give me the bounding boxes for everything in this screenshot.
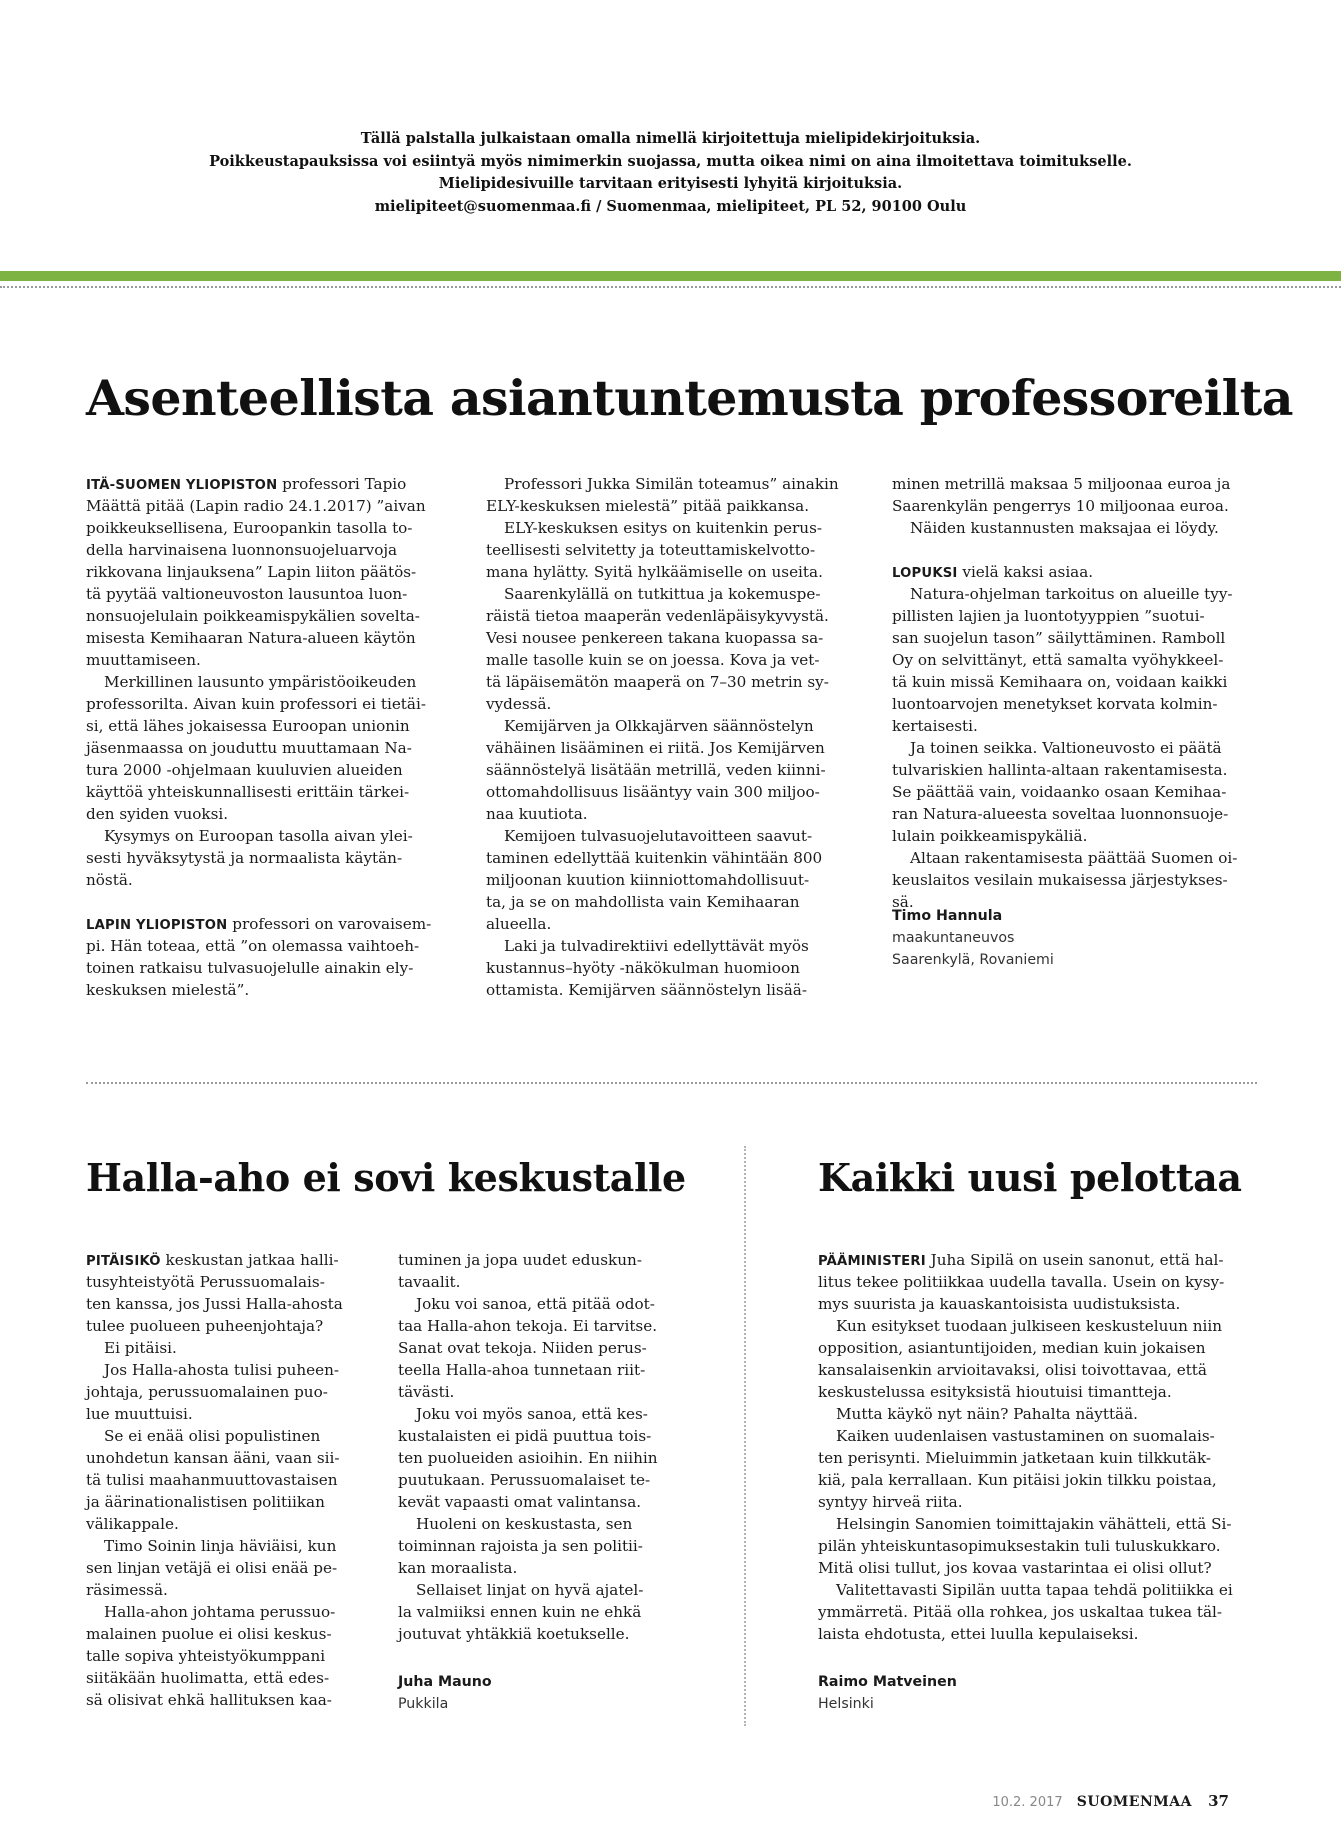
line-text: sä olisivat ehkä hallituksen kaa-	[86, 1691, 332, 1709]
text-line	[398, 1293, 668, 1315]
line-text: vydessä.	[486, 695, 552, 713]
line-text: puutukaan. Perussuomalaiset te-	[398, 1471, 651, 1489]
text-line	[86, 1425, 356, 1447]
text-line	[86, 869, 466, 891]
line-text: kan moraalista.	[398, 1559, 518, 1577]
line-text: tulee puolueen puheenjohtaja?	[86, 1317, 324, 1335]
line-text: keuslaitos vesilain mukaisessa järjestykses-	[892, 871, 1228, 889]
text-line	[892, 583, 1272, 605]
line-text: ELY-keskuksen mielestä” pitää paikkansa.	[486, 497, 810, 515]
line-text: syntyy hirveä riita.	[818, 1493, 963, 1511]
line-text: den syiden vuoksi.	[86, 805, 229, 823]
line-text: Kysymys on Euroopan tasolla aivan ylei-	[104, 827, 413, 845]
text-line	[818, 1579, 1258, 1601]
line-text: joutuvat yhtäkkiä koetukselle.	[398, 1625, 630, 1643]
line-text: nonsuojelulain poikkeamispykälien sovelta-	[86, 607, 420, 625]
text-line	[86, 517, 466, 539]
line-text: Kemijärven ja Olkkajärven säännöstelyn	[504, 717, 814, 735]
line-text: vielä kaksi asiaa.	[957, 563, 1094, 581]
text-line	[486, 473, 866, 495]
text-line	[86, 715, 466, 737]
author-title: maakuntaneuvos	[892, 930, 1015, 946]
article-headline: Kaikki uusi pelottaa	[818, 1155, 1242, 1200]
text-line	[486, 979, 866, 1001]
text-line	[892, 671, 1272, 693]
text-line	[86, 1359, 356, 1381]
line-text: Ja toinen seikka. Valtioneuvosto ei päätä	[910, 739, 1222, 757]
line-text: keskustan jatkaa halli-	[160, 1251, 339, 1269]
line-text: ottomahdollisuus lisääntyy vain 300 miljoo-	[486, 783, 820, 801]
line-text: alueella.	[486, 915, 552, 933]
article-column	[398, 1249, 668, 1645]
line-text: säännöstelyä lisätään metrillä, veden kiinni-	[486, 761, 826, 779]
text-line	[486, 671, 866, 693]
text-line	[892, 781, 1272, 803]
text-line	[86, 1271, 356, 1293]
line-text: taminen edellyttää kuitenkin vähintään 800	[486, 849, 823, 867]
line-text: luontoarvojen menetykset korvata kolmin-	[892, 695, 1218, 713]
line-text: Altaan rakentamisesta päättää Suomen oi-	[910, 849, 1238, 867]
text-line	[892, 803, 1272, 825]
text-line	[818, 1315, 1258, 1337]
line-text: sesti hyväksytystä ja normaalista käytän-	[86, 849, 403, 867]
text-line	[398, 1337, 668, 1359]
line-text: ja äärinationalistisen politiikan	[86, 1493, 325, 1511]
text-line	[398, 1359, 668, 1381]
line-text: Joku voi myös sanoa, että kes-	[416, 1405, 648, 1423]
line-text: tusyhteistyötä Perussuomalais-	[86, 1273, 325, 1291]
line-text: käyttöä yhteiskunnallisesti erittäin tärkei-	[86, 783, 410, 801]
paragraph-gap	[86, 891, 466, 913]
text-line	[86, 1469, 356, 1491]
text-line	[486, 539, 866, 561]
lead-in: LOPUKSI	[892, 566, 958, 581]
article-column	[86, 473, 466, 1001]
text-line	[818, 1601, 1258, 1623]
intro-line: Poikkeustapauksissa voi esiintyä myös nimimerkin suojassa, mutta oikea nimi on aina ilmoitettava toimitukselle.	[209, 152, 1132, 170]
article-headline: Asenteellista asiantuntemusta professoreilta	[86, 369, 1293, 427]
line-text: ottamista. Kemijärven säännöstelyn lisää-	[486, 981, 807, 999]
text-line	[892, 517, 1272, 539]
dotted-divider	[0, 286, 1341, 288]
line-text: minen metrillä maksaa 5 miljoonaa euroa ja	[892, 475, 1231, 493]
line-text: Mutta käykö nyt näin? Pahalta näyttää.	[836, 1405, 1138, 1423]
text-line	[86, 957, 466, 979]
text-line	[86, 1491, 356, 1513]
text-line	[818, 1469, 1258, 1491]
line-text: poikkeuksellisena, Euroopankin tasolla to-	[86, 519, 413, 537]
text-line	[86, 913, 466, 935]
line-text: si, että lähes jokaisessa Euroopan unionin	[86, 717, 410, 735]
text-line	[86, 935, 466, 957]
intro-line: Mielipidesivuille tarvitaan erityisesti lyhyitä kirjoituksia.	[438, 175, 903, 192]
line-text: toinen ratkaisu tulvasuojelulle ainakin ely-	[86, 959, 414, 977]
line-text: ELY-keskuksen esitys on kuitenkin perus-	[504, 519, 823, 537]
line-text: pi. Hän toteaa, että ”on olemassa vaihtoeh-	[86, 937, 420, 955]
line-text: unohdetun kansan ääni, vaan sii-	[86, 1449, 340, 1467]
line-text: ten kanssa, jos Jussi Halla-ahosta	[86, 1295, 343, 1313]
line-text: tulvariskien hallinta-altaan rakentamisesta.	[892, 761, 1228, 779]
text-line	[486, 605, 866, 627]
text-line	[86, 1689, 356, 1711]
text-line	[892, 495, 1272, 517]
text-line	[486, 913, 866, 935]
line-text: Kaiken uudenlaisen vastustaminen on suomalais-	[836, 1427, 1215, 1445]
line-text: tavaalit.	[398, 1273, 461, 1291]
text-line	[892, 627, 1272, 649]
text-line	[486, 935, 866, 957]
line-text: kansalaisenkin arvioitavaksi, olisi toivottavaa, että	[818, 1361, 1207, 1379]
text-line	[486, 583, 866, 605]
signature	[818, 1671, 957, 1715]
line-text: Vesi nousee penkereen takana kuopassa sa-	[486, 629, 824, 647]
author-name: Raimo Matveinen	[818, 1674, 957, 1690]
line-text: malle tasolle kuin se on joessa. Kova ja vet-	[486, 651, 820, 669]
line-text: misesta Kemihaaran Natura-alueen käytön	[86, 629, 416, 647]
text-line	[86, 1337, 356, 1359]
text-line	[892, 649, 1272, 671]
text-line	[86, 1623, 356, 1645]
text-line	[86, 1447, 356, 1469]
text-line	[86, 1557, 356, 1579]
text-line	[892, 847, 1272, 869]
line-text: tura 2000 -ohjelmaan kuuluvien alueiden	[86, 761, 403, 779]
text-line	[86, 561, 466, 583]
line-text: nöstä.	[86, 871, 133, 889]
author-location: Pukkila	[398, 1696, 449, 1712]
line-text: lue muuttuisi.	[86, 1405, 193, 1423]
line-text: Natura-ohjelman tarkoitus on alueille tyy-	[910, 585, 1233, 603]
text-line	[86, 693, 466, 715]
text-line	[486, 825, 866, 847]
text-line	[892, 561, 1272, 583]
line-text: taa Halla-ahon tekoja. Ei tarvitse.	[398, 1317, 658, 1335]
line-text: tä tulisi maahanmuuttovastaisen	[86, 1471, 338, 1489]
dotted-divider	[86, 1082, 1257, 1084]
line-text: lulain poikkeamispykäliä.	[892, 827, 1088, 845]
text-line	[86, 759, 466, 781]
line-text: la valmiiksi ennen kuin ne ehkä	[398, 1603, 642, 1621]
line-text: välikappale.	[86, 1515, 179, 1533]
text-line	[86, 1249, 356, 1271]
text-line	[892, 825, 1272, 847]
text-line	[86, 1601, 356, 1623]
text-line	[86, 583, 466, 605]
text-line	[486, 561, 866, 583]
line-text: san suojelun tason” säilyttäminen. Ramboll	[892, 629, 1226, 647]
line-text: siitäkään huolimatta, että edes-	[86, 1669, 330, 1687]
line-text: Kemijoen tulvasuojelutavoitteen saavut-	[504, 827, 813, 845]
line-text: naa kuutiota.	[486, 805, 588, 823]
line-text: Juha Sipilä on usein sanonut, että hal-	[925, 1251, 1224, 1269]
text-line	[398, 1491, 668, 1513]
line-text: Huoleni on keskustasta, sen	[416, 1515, 633, 1533]
text-line	[86, 737, 466, 759]
text-line	[818, 1623, 1258, 1645]
text-line	[398, 1579, 668, 1601]
line-text: ten perisynti. Mieluimmin jatketaan kuin tilkkutäk-	[818, 1449, 1212, 1467]
text-line	[486, 759, 866, 781]
article-column	[818, 1249, 1258, 1645]
line-text: keskuksen mielestä”.	[86, 981, 250, 999]
text-line	[892, 869, 1272, 891]
author-location: Helsinki	[818, 1696, 874, 1712]
line-text: malainen puolue ei olisi keskus-	[86, 1625, 332, 1643]
line-text: pilän yhteiskuntasopimuksestakin tuli tuluskukkaro.	[818, 1537, 1221, 1555]
article-column	[86, 1249, 356, 1711]
line-text: räsimessä.	[86, 1581, 168, 1599]
text-line	[486, 847, 866, 869]
text-line	[486, 649, 866, 671]
line-text: kustannus–hyöty -näkökulman huomioon	[486, 959, 800, 977]
text-line	[86, 1667, 356, 1689]
text-line	[486, 715, 866, 737]
line-text: teella Halla-ahoa tunnetaan riit-	[398, 1361, 646, 1379]
line-text: Jos Halla-ahosta tulisi puheen-	[104, 1361, 340, 1379]
lead-in: PITÄISIKÖ	[86, 1254, 161, 1269]
line-text: sä.	[892, 893, 914, 911]
text-line	[398, 1249, 668, 1271]
line-text: professori Tapio	[277, 475, 407, 493]
line-text: Saarenkylän pengerrys 10 miljoonaa euroa.	[892, 497, 1229, 515]
text-line	[86, 847, 466, 869]
lead-in: ITÄ-SUOMEN YLIOPISTON	[86, 478, 278, 493]
line-text: tä pyytää valtioneuvoston lausuntoa luon-	[86, 585, 408, 603]
line-text: tävästi.	[398, 1383, 455, 1401]
line-text: professorilta. Aivan kuin professori ei tietäi-	[86, 695, 426, 713]
line-text: sen linjan vetäjä ei olisi enää pe-	[86, 1559, 338, 1577]
line-text: ymmärretä. Pitää olla rohkea, jos uskaltaa tukea täl-	[818, 1603, 1223, 1621]
text-line	[86, 1315, 356, 1337]
line-text: mana hylätty. Syitä hylkäämiselle on useita.	[486, 563, 823, 581]
text-line	[398, 1425, 668, 1447]
text-line	[818, 1337, 1258, 1359]
text-line	[892, 715, 1272, 737]
line-text: ta, ja se on mahdollista vain Kemihaaran	[486, 893, 800, 911]
text-line	[86, 825, 466, 847]
line-text: miljoonan kuution kiinniottomahdollisuut-	[486, 871, 810, 889]
line-text: Määttä pitää (Lapin radio 24.1.2017) ”aivan	[86, 497, 426, 515]
line-text: Saarenkylällä on tutkittua ja kokemuspe-	[504, 585, 821, 603]
text-line	[398, 1469, 668, 1491]
line-text: Laki ja tulvadirektiivi edellyttävät myös	[504, 937, 809, 955]
issue-date: 10.2. 2017	[992, 1795, 1063, 1810]
contact-line: mielipiteet@suomenmaa.fi / Suomenmaa, mielipiteet, PL 52, 90100 Oulu	[374, 197, 967, 215]
line-text: kiä, pala kerrallaan. Kun pitäisi jokin tilkku poistaa,	[818, 1471, 1217, 1489]
column-divider	[744, 1146, 746, 1726]
line-text: talle sopiva yhteistyökumppani	[86, 1647, 326, 1665]
line-text: keskustelussa esityksistä hioutuisi timantteja.	[818, 1383, 1172, 1401]
line-text: tä kuin missä Kemihaara on, voidaan kaikki	[892, 673, 1228, 691]
text-line	[86, 1579, 356, 1601]
page-number: 37	[1208, 1792, 1229, 1810]
text-line	[892, 737, 1272, 759]
line-text: räistä tietoa maaperän vedenläpäisykyvystä.	[486, 607, 829, 625]
article-column	[892, 473, 1272, 913]
text-line	[818, 1359, 1258, 1381]
line-text: tä läpäisemätön maaperä on 7–30 metrin sy-	[486, 673, 829, 691]
line-text: kevät vapaasti omat valintansa.	[398, 1493, 642, 1511]
text-line	[86, 1513, 356, 1535]
line-text: Oy on selvittänyt, että samalta vyöhykkeel-	[892, 651, 1224, 669]
line-text: Kun esitykset tuodaan julkiseen keskusteluun niin	[836, 1317, 1223, 1335]
text-line	[486, 869, 866, 891]
author-location: Saarenkylä, Rovaniemi	[892, 952, 1054, 968]
line-text: ten puolueiden asioihin. En niihin	[398, 1449, 658, 1467]
text-line	[86, 1403, 356, 1425]
line-text: mys suurista ja kauaskantoisista uudistuksista.	[818, 1295, 1181, 1313]
line-text: Valitettavasti Sipilän uutta tapaa tehdä politiikka ei	[836, 1581, 1233, 1599]
text-line	[86, 473, 466, 495]
text-line	[86, 1381, 356, 1403]
text-line	[486, 803, 866, 825]
text-line	[398, 1271, 668, 1293]
page-footer	[992, 1792, 1229, 1810]
author-name: Timo Hannula	[892, 908, 1003, 924]
line-text: ran Natura-alueesta soveltaa luonnonsuoje-	[892, 805, 1229, 823]
text-line	[86, 495, 466, 517]
line-text: della harvinaisena luonnonsuojeluarvoja	[86, 541, 398, 559]
article-headline: Halla-aho ei sovi keskustalle	[86, 1155, 686, 1200]
line-text: litus tekee politiikkaa uudella tavalla. Usein on kysy-	[818, 1273, 1225, 1291]
line-text: Halla-ahon johtama perussuo-	[104, 1603, 336, 1621]
text-line	[486, 517, 866, 539]
text-line	[86, 979, 466, 1001]
lead-in: LAPIN YLIOPISTON	[86, 918, 228, 933]
text-line	[86, 1535, 356, 1557]
text-line	[398, 1315, 668, 1337]
line-text: Sanat ovat tekoja. Niiden perus-	[398, 1339, 647, 1357]
text-line	[398, 1601, 668, 1623]
publication-name: SUOMENMAA	[1076, 1794, 1192, 1810]
text-line	[486, 957, 866, 979]
line-text: vähäinen lisääminen ei riitä. Jos Kemijärven	[486, 739, 825, 757]
text-line	[398, 1623, 668, 1645]
text-line	[486, 891, 866, 913]
line-text: pillisten lajien ja luontotyyppien ”suotui-	[892, 607, 1205, 625]
line-text: laista ehdotusta, ettei luulla kepulaiseksi.	[818, 1625, 1139, 1643]
text-line	[398, 1403, 668, 1425]
line-text: Joku voi sanoa, että pitää odot-	[416, 1295, 655, 1313]
text-line	[86, 1645, 356, 1667]
text-line	[86, 671, 466, 693]
text-line	[818, 1293, 1258, 1315]
line-text: Se ei enää olisi populistinen	[104, 1427, 321, 1445]
line-text: Merkillinen lausunto ympäristöoikeuden	[104, 673, 417, 691]
text-line	[86, 1293, 356, 1315]
text-line	[818, 1249, 1258, 1271]
line-text: tuminen ja jopa uudet eduskun-	[398, 1251, 642, 1269]
signature	[892, 905, 1054, 971]
line-text: rikkovana linjauksena” Lapin liiton päätös-	[86, 563, 417, 581]
line-text: johtaja, perussuomalainen puo-	[86, 1383, 328, 1401]
text-line	[818, 1403, 1258, 1425]
paragraph-gap	[892, 539, 1272, 561]
line-text: Helsingin Sanomien toimittajakin vähätteli, että Si-	[836, 1515, 1232, 1533]
line-text: kertaisesti.	[892, 717, 978, 735]
text-line	[818, 1557, 1258, 1579]
text-line	[486, 627, 866, 649]
text-line	[86, 781, 466, 803]
line-text: Professori Jukka Similän toteamus” ainakin	[504, 475, 839, 493]
line-text: Ei pitäisi.	[104, 1339, 177, 1357]
line-text: Se päättää vain, voidaanko osaan Kemihaa-	[892, 783, 1227, 801]
line-text: teellisesti selvitetty ja toteuttamiskelvotto-	[486, 541, 816, 559]
text-line	[486, 495, 866, 517]
text-line	[486, 693, 866, 715]
text-line	[86, 605, 466, 627]
signature	[398, 1671, 492, 1715]
text-line	[86, 539, 466, 561]
section-divider-bar	[0, 271, 1341, 281]
text-line	[398, 1447, 668, 1469]
text-line	[818, 1425, 1258, 1447]
submission-guidelines	[0, 128, 1341, 218]
text-line	[486, 737, 866, 759]
line-text: jäsenmaassa on jouduttu muuttamaan Na-	[86, 739, 412, 757]
text-line	[398, 1513, 668, 1535]
line-text: Timo Soinin linja häviäisi, kun	[104, 1537, 337, 1555]
text-line	[398, 1535, 668, 1557]
text-line	[486, 781, 866, 803]
line-text: opposition, asiantuntijoiden, median kuin jokaisen	[818, 1339, 1206, 1357]
text-line	[818, 1491, 1258, 1513]
article-column	[486, 473, 866, 1001]
line-text: professori on varovaisem-	[227, 915, 432, 933]
line-text: Sellaiset linjat on hyvä ajatel-	[416, 1581, 644, 1599]
text-line	[818, 1535, 1258, 1557]
intro-line: Tällä palstalla julkaistaan omalla nimellä kirjoitettuja mielipidekirjoituksia.	[360, 130, 981, 147]
author-name: Juha Mauno	[398, 1674, 492, 1690]
line-text: Mitä olisi tullut, jos kovaa vastarintaa ei olisi ollut?	[818, 1559, 1212, 1577]
text-line	[892, 693, 1272, 715]
text-line	[818, 1271, 1258, 1293]
text-line	[892, 473, 1272, 495]
line-text: kustalaisten ei pidä puuttua tois-	[398, 1427, 652, 1445]
text-line	[398, 1381, 668, 1403]
text-line	[398, 1557, 668, 1579]
line-text: Näiden kustannusten maksajaa ei löydy.	[910, 519, 1219, 537]
text-line	[86, 649, 466, 671]
text-line	[818, 1513, 1258, 1535]
lead-in: PÄÄMINISTERI	[818, 1254, 926, 1269]
text-line	[892, 605, 1272, 627]
text-line	[86, 803, 466, 825]
text-line	[818, 1381, 1258, 1403]
line-text: muuttamiseen.	[86, 651, 201, 669]
text-line	[892, 759, 1272, 781]
text-line	[818, 1447, 1258, 1469]
text-line	[86, 627, 466, 649]
line-text: toiminnan rajoista ja sen politii-	[398, 1537, 643, 1555]
